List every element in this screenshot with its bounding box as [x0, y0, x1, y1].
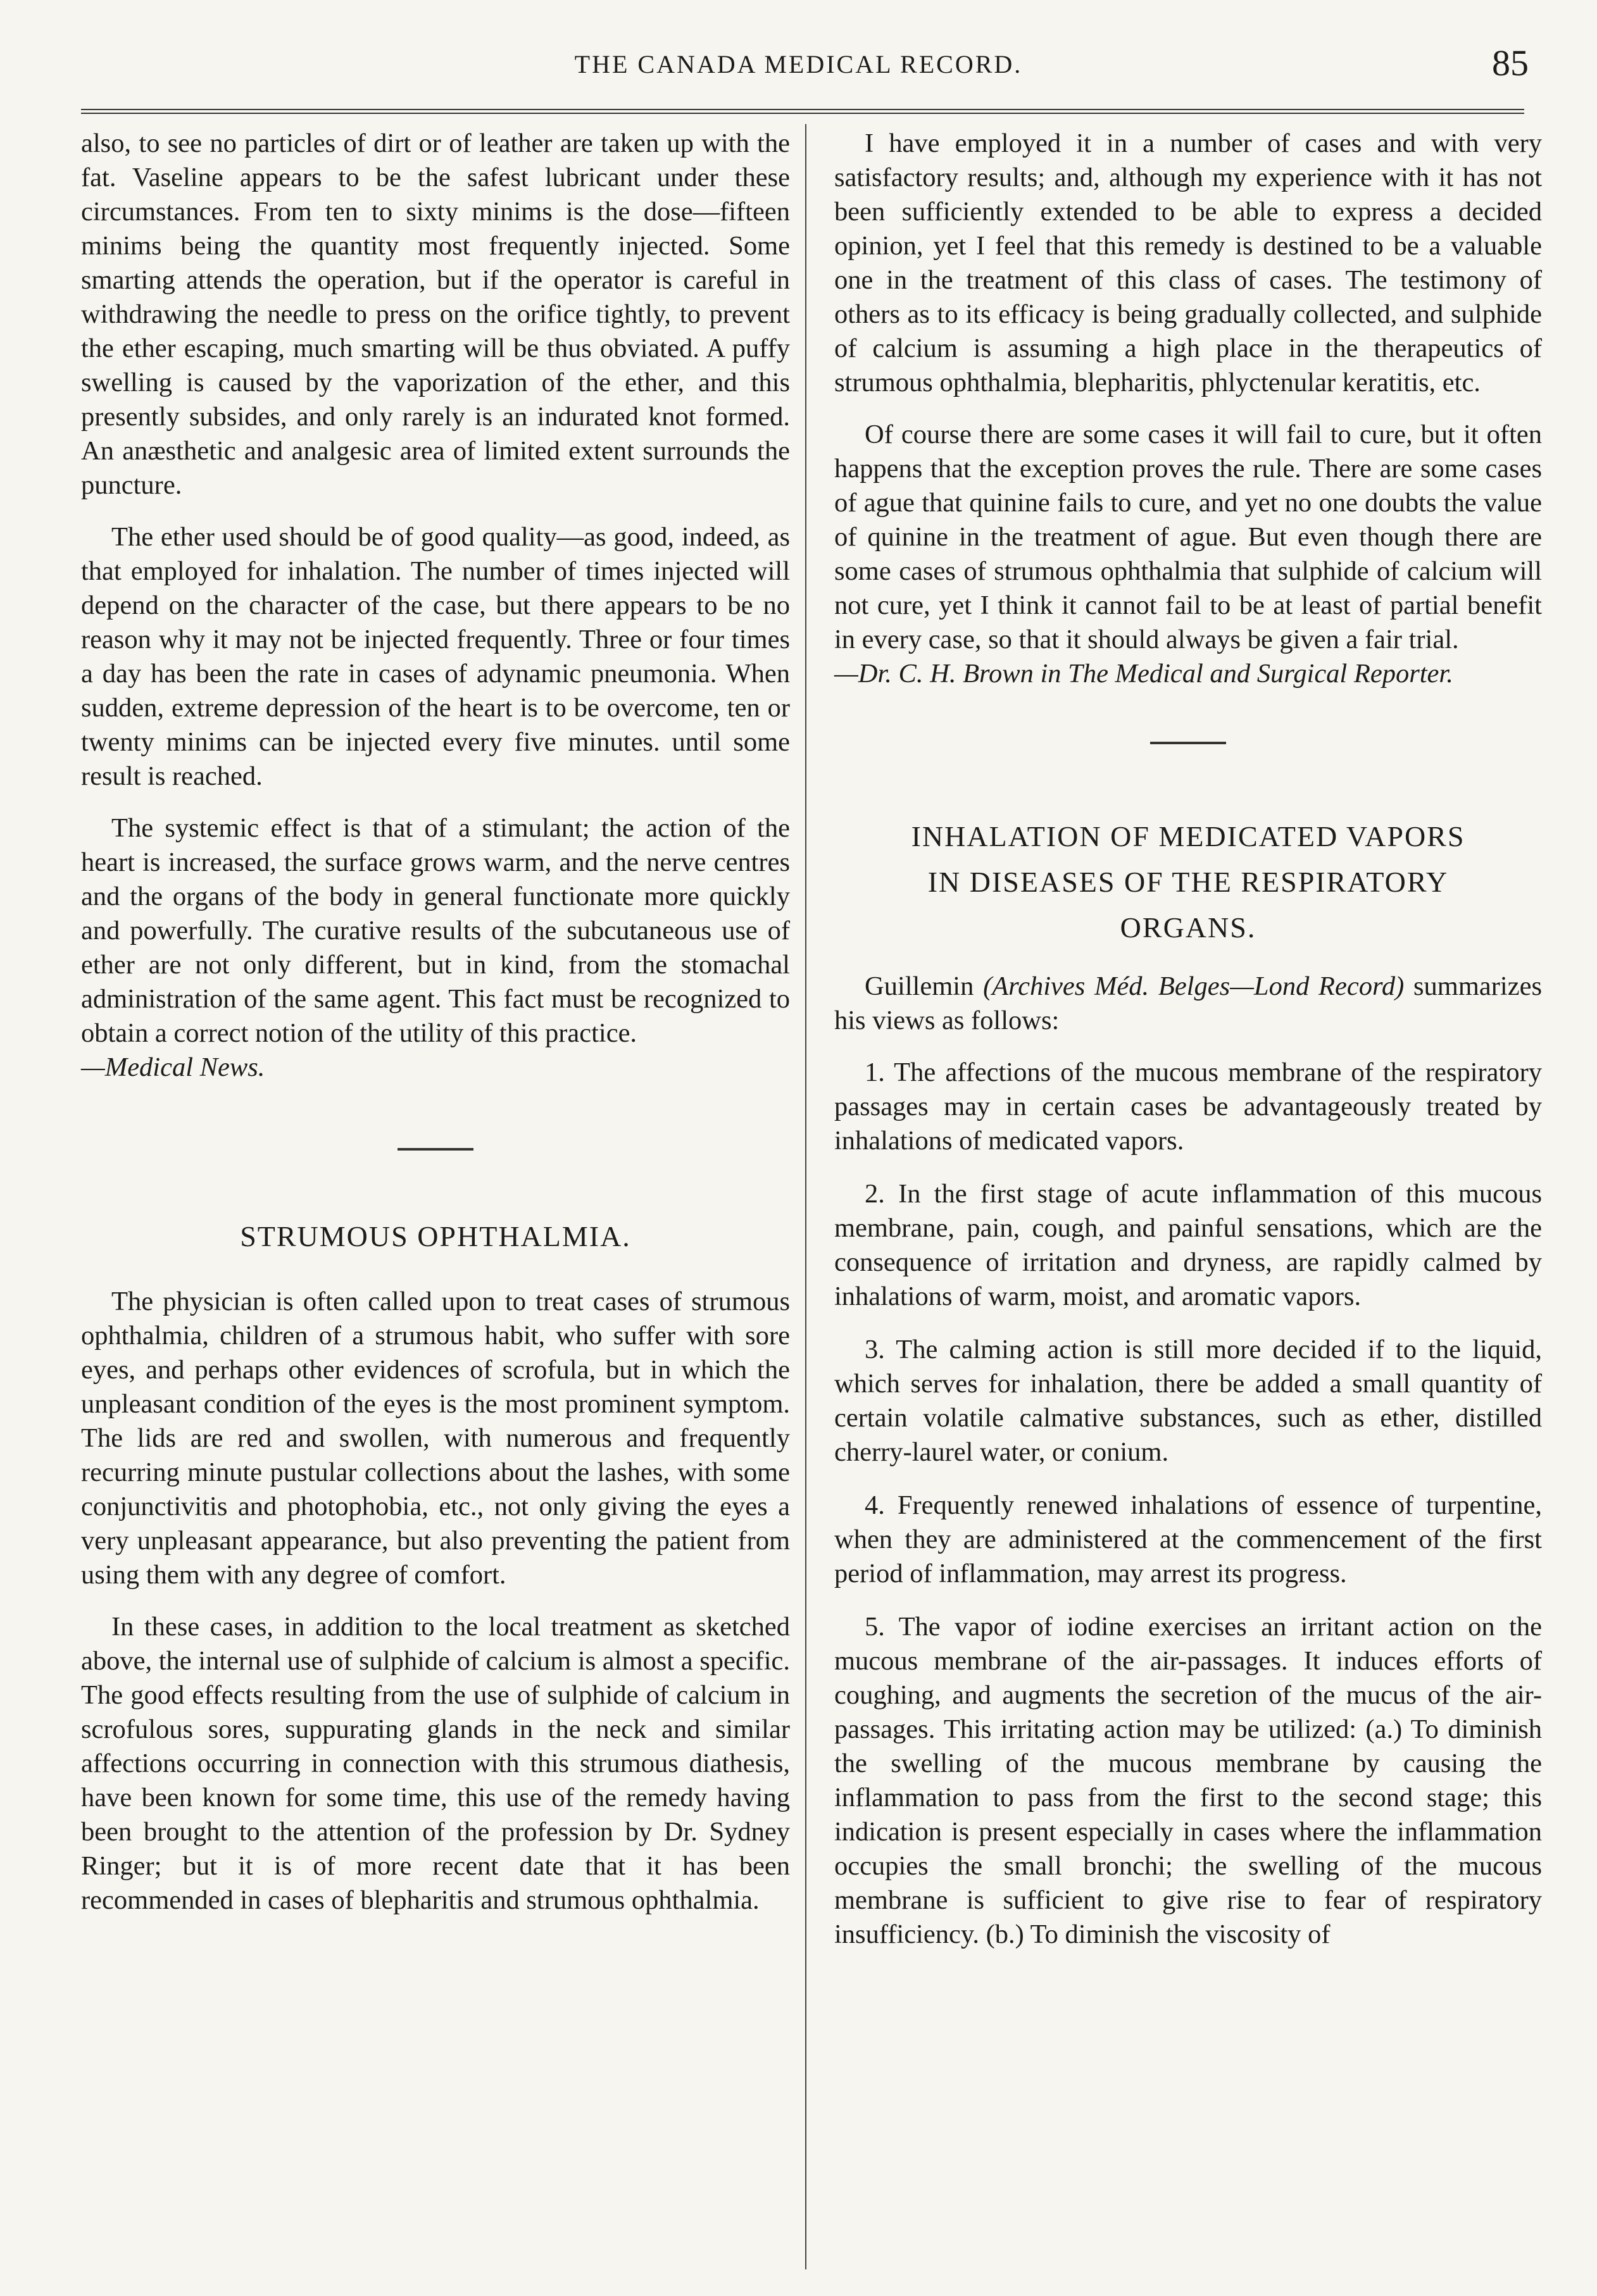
section-title-line: INHALATION OF MEDICATED VAPORS — [911, 820, 1465, 852]
running-title: THE CANADA MEDICAL RECORD. — [574, 50, 1023, 78]
source-citation: (Archives Méd. Belges—Lond Record) — [983, 971, 1405, 1001]
paragraph: I have employed it in a number of cases and with very satisfactory results; and, although my experience with it has not been sufficiently extended to be able to express a decided opinion, yet I feel that this remedy is destined to be a valuable one in the treatment of this class of cases. The testimony of others as to its efficacy is being gradually collected, and sulphide of calcium is assuming a high place in the therapeutics of strumous ophthalmia, blepharitis, phlyctenular keratitis, etc. — [834, 128, 1542, 397]
page-number: 85 — [1492, 42, 1529, 84]
header-double-rule — [81, 109, 1524, 114]
right-column — [834, 127, 1542, 1971]
section-title: STRUMOUS OPHTHALMIA. — [240, 1220, 631, 1252]
paragraph: Of course there are some cases it will fail to cure, but it often happens that the exception proves the rule. There are some cases of ague that quinine fails to cure, and yet no one doubts the value of quinine in the treatment of ague. But even though there are some cases of strumous ophthalmia that sulphide of calcium will not cure, yet I think it cannot fail to be at least of partial benefit in every case, so that it should always be given a fair trial. — [834, 420, 1542, 654]
intro-text: summarizes his views as follows: — [834, 971, 1543, 1035]
attribution: —Dr. C. H. Brown in The Medical and Surgical Reporter. — [834, 659, 1453, 689]
section-title-line: ORGANS. — [1120, 911, 1256, 944]
paragraph: also, to see no particles of dirt or of leather are taken up with the fat. Vaseline appears to be the safest lubricant under these circumstances. From ten to sixty minims is the dose—fifteen minims being the quantity most frequently injected. Some smarting attends the operation, but if the operator is careful in withdrawing the needle to press on the orifice tightly, to prevent the ether escaping, much smarting will be thus obviated. A puffy swelling is caused by the vaporization of the ether, and this presently subsides, and only rarely is an indurated knot formed. An anæsthetic and analgesic area of limited extent surrounds the puncture. — [81, 128, 790, 500]
author-name: Guillemin — [865, 971, 974, 1001]
attribution: —Medical News. — [81, 1052, 265, 1082]
section-title-line: IN DISEASES OF THE RESPIRATORY — [927, 866, 1449, 898]
paragraph: In these cases, in addition to the local treatment as sketched above, the internal use of sulphide of calcium is almost a specific. The good effects resulting from the use of sulphide of calcium in scrofulous sores, suppurating glands in the neck and similar affections occurring in connection with this strumous diathesis, have been known for some time, this use of the remedy having been brought to the attention of the profession by Dr. Sydney Ringer; but it is of more recent date that it has been recommended in cases of blepharitis and strumous ophthalmia. — [81, 1612, 791, 1915]
column-divider — [805, 124, 806, 2269]
paragraph: The ether used should be of good quality—as good, indeed, as that employed for inhalation. The number of times injected will depend on the character of the case, but there appears to be no reason why it may not be injected frequently. Three or four times a day has been the rate in cases of adynamic pneumonia. When sudden, extreme depression of the heart is to be overcome, ten or twenty minims can be injected every five minutes. until some result is reached. — [81, 522, 790, 791]
numbered-item: 4. Frequently renewed inhalations of essence of turpentine, when they are administered at the commencement of the first period of inflammation, may arrest its progress. — [834, 1490, 1542, 1588]
paragraph: The systemic effect is that of a stimulant; the action of the heart is increased, the surface grows warm, and the nerve centres and the organs of the body in general functionate more quickly and powerfully. The curative results of the subcutaneous use of ether are not only different, but in kind, from the stomachal administration of the same agent. This fact must be recognized to obtain a correct notion of the utility of this practice. — [81, 813, 790, 1048]
numbered-item: 3. The calming action is still more decided if to the liquid, which serves for inhalation, there be added a small quantity of certain volatile calmative substances, such as ether, distilled cherry-laurel water, or conium. — [834, 1335, 1542, 1467]
paragraph: The physician is often called upon to treat cases of strumous ophthalmia, children of a strumous habit, who suffer with sore eyes, and perhaps other evidences of scrofula, but in which the unpleasant condition of the eyes is the most prominent symptom. The lids are red and swollen, with numerous and frequently recurring minute pustular collections about the lashes, with some conjunctivitis and photophobia, etc., not only giving the eyes a very unpleasant appearance, but also preventing the patient from using them with any degree of comfort. — [81, 1287, 790, 1590]
left-column — [81, 127, 790, 1935]
section-title — [834, 814, 1542, 951]
numbered-item: 2. In the first stage of acute inflammation of this mucous membrane, pain, cough, and painful sensations, which are the consequence of irritation and dryness, are rapidly calmed by inhalations of warm, moist, and aromatic vapors. — [834, 1179, 1542, 1311]
section-divider — [1150, 742, 1226, 744]
section-divider — [398, 1148, 473, 1151]
intro-paragraph — [834, 970, 1542, 1038]
numbered-item: 1. The affections of the mucous membrane of the respiratory passages may in certain cases be advantageously treated by inhalations of medicated vapors. — [834, 1058, 1542, 1156]
numbered-item: 5. The vapor of iodine exercises an irritant action on the mucous membrane of the air-passages. It induces efforts of coughing, and augments the secretion of the mucus of the air-passages. This irritating action may be utilized: (a.) To diminish the swelling of the mucous membrane by causing the inflammation to pass from the first to the second stage; this indication is present especially in cases where the inflammation occupies the small bronchi; the swelling of the mucous membrane is sufficient to give rise to fear of respiratory insufficiency. (b.) To diminish the viscosity of — [834, 1612, 1542, 1949]
